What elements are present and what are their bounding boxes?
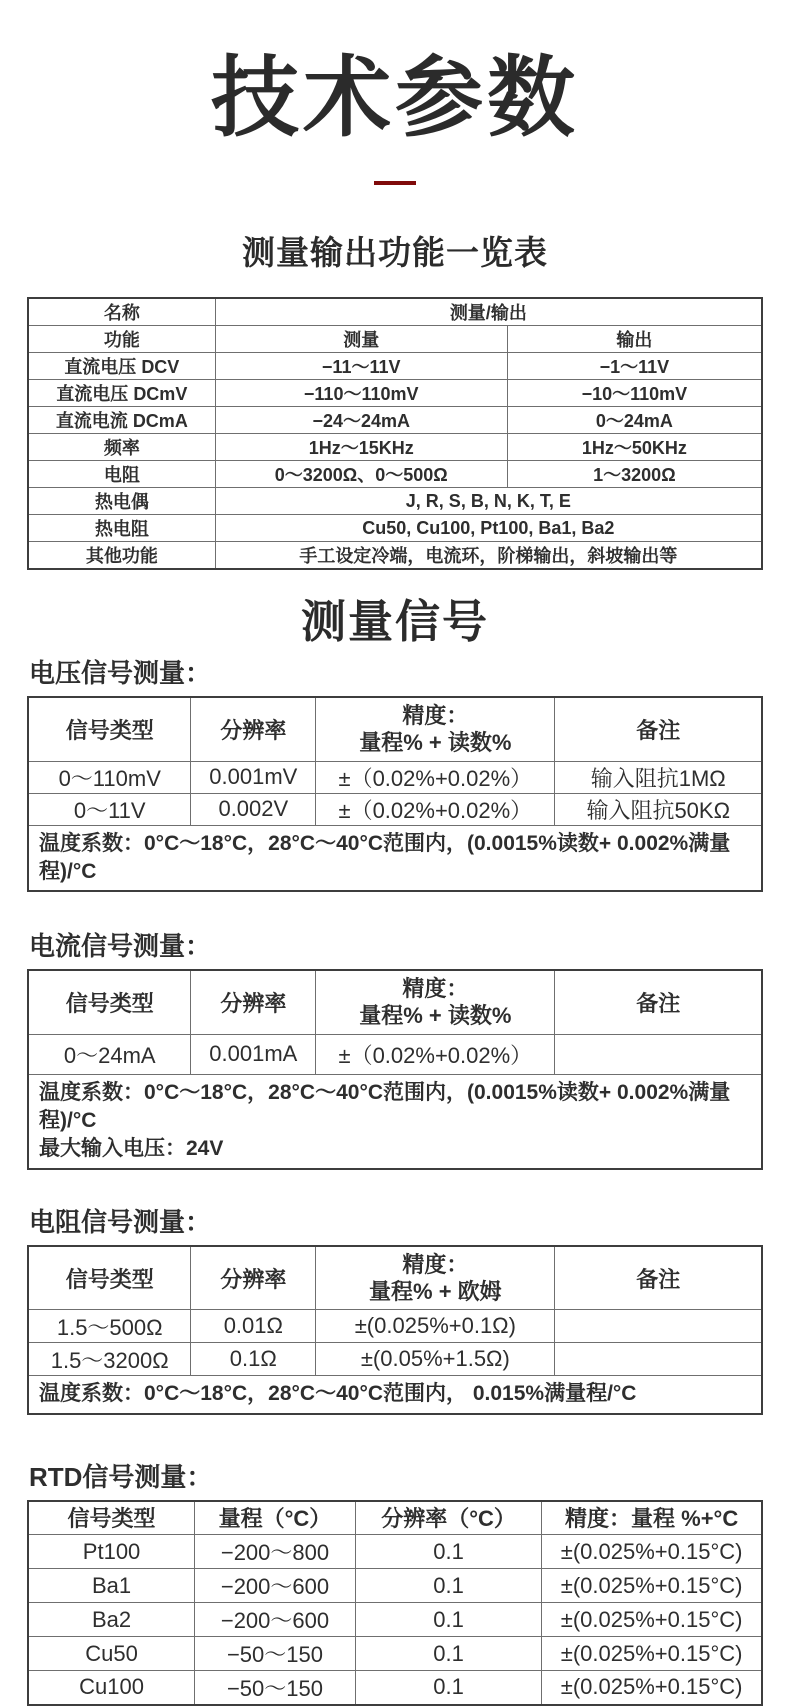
table-row — [28, 434, 762, 461]
table-header-row — [28, 697, 762, 761]
precision-cell: ±(0.025%+0.1Ω) — [316, 1310, 555, 1343]
header-cell-signal-type: 信号类型 — [28, 1246, 191, 1310]
measure-value: −110～110mV — [215, 380, 507, 407]
table-row — [28, 761, 762, 793]
table-footer-row — [28, 825, 762, 891]
current-section — [27, 926, 763, 1170]
voltage-section-label: 电压信号测量： — [29, 658, 212, 689]
signal-type-cell: 1.5～500Ω — [28, 1310, 191, 1343]
signal-type-cell: 0～110mV — [28, 761, 191, 793]
precision-cell: ±（0.02%+0.02%） — [316, 761, 555, 793]
signal-section-heading: 测量信号 — [300, 596, 489, 648]
header-cell-precision — [316, 697, 555, 761]
precision-cell: ±(0.025%+0.15°C) — [542, 1535, 762, 1569]
header-cell-resolution: 分辨率 — [191, 1246, 316, 1310]
current-table-notes — [28, 1074, 762, 1169]
table-footer-row — [28, 1376, 762, 1414]
resolution-cell: 0.01Ω — [191, 1310, 316, 1343]
table-row — [28, 1637, 762, 1671]
row-label: 直流电压 DCmV — [28, 380, 215, 407]
measure-value: −11～11V — [215, 353, 507, 380]
resolution-cell: 0.1 — [355, 1603, 541, 1637]
table-row — [28, 1310, 762, 1343]
signal-type-cell: Pt100 — [28, 1535, 195, 1569]
temp-coefficient-note: 温度系数：0°C～18°C，28°C～40°C范围内，(0.0015%读数+ 0.002%满量程)/°C — [28, 825, 762, 891]
resolution-cell: 0.1 — [355, 1637, 541, 1671]
table-row — [28, 1671, 762, 1705]
measure-value: 1Hz～15KHz — [215, 434, 507, 461]
row-label: 频率 — [28, 434, 215, 461]
precision-title: 精度： — [402, 1251, 469, 1277]
title-divider — [374, 181, 416, 185]
precision-cell: ±(0.05%+1.5Ω) — [316, 1343, 555, 1376]
remark-cell — [555, 1310, 762, 1343]
overview-table — [27, 297, 763, 570]
row-value: 手工设定冷端，电流环，阶梯输出，斜坡输出等 — [215, 542, 762, 570]
resolution-cell: 0.1 — [355, 1569, 541, 1603]
row-label: 直流电流 DCmA — [28, 407, 215, 434]
resolution-cell: 0.001mV — [191, 761, 316, 793]
remark-cell — [555, 1034, 762, 1074]
table-row — [28, 1569, 762, 1603]
precision-subtitle: 量程% + 读数% — [359, 730, 512, 756]
range-cell: −50～150 — [195, 1671, 356, 1705]
precision-subtitle: 量程% + 读数% — [359, 1003, 512, 1029]
row-value: Cu50, Cu100, Pt100, Ba1, Ba2 — [215, 515, 762, 542]
header-cell-range: 量程（°C） — [195, 1501, 356, 1535]
resistance-section-label: 电阻信号测量： — [29, 1206, 212, 1237]
output-value: 1～3200Ω — [507, 461, 762, 488]
overview-heading: 测量输出功能一览表 — [242, 234, 548, 272]
row-label: 其他功能 — [28, 542, 215, 570]
resolution-cell: 0.1Ω — [191, 1343, 316, 1376]
signal-type-cell: 1.5～3200Ω — [28, 1343, 191, 1376]
signal-type-cell: Cu100 — [28, 1671, 195, 1705]
output-value: 0～24mA — [507, 407, 762, 434]
signal-type-cell: 0～11V — [28, 793, 191, 825]
header-cell-signal-type: 信号类型 — [28, 697, 191, 761]
table-row — [28, 515, 762, 542]
header-cell-remark: 备注 — [555, 1246, 762, 1310]
spec-page — [0, 50, 790, 1706]
output-value: 1Hz～50KHz — [507, 434, 762, 461]
header-cell-resolution: 分辨率 — [191, 697, 316, 761]
table-row — [28, 1343, 762, 1376]
precision-title: 精度： — [402, 702, 469, 728]
row-label: 热电偶 — [28, 488, 215, 515]
current-table — [27, 969, 763, 1170]
row-label: 热电阻 — [28, 515, 215, 542]
table-header-row — [28, 1501, 762, 1535]
table-row — [28, 1535, 762, 1569]
rtd-section — [27, 1457, 763, 1706]
table-header-row — [28, 1246, 762, 1310]
signal-type-cell: Cu50 — [28, 1637, 195, 1671]
rtd-table — [27, 1500, 763, 1706]
resolution-cell: 0.1 — [355, 1671, 541, 1705]
table-row — [28, 298, 762, 326]
resistance-table — [27, 1245, 763, 1415]
range-cell: −200～600 — [195, 1603, 356, 1637]
resistance-section — [27, 1202, 763, 1415]
precision-cell: ±（0.02%+0.02%） — [316, 793, 555, 825]
range-cell: −200～800 — [195, 1535, 356, 1569]
row-label: 直流电压 DCV — [28, 353, 215, 380]
temp-coefficient-note: 温度系数：0°C～18°C，28°C～40°C范围内，(0.0015%读数+ 0.002%满量程)/°C — [39, 1080, 731, 1133]
remark-cell — [555, 1343, 762, 1376]
voltage-section — [27, 653, 763, 892]
table-row — [28, 380, 762, 407]
precision-subtitle: 量程% + 欧姆 — [369, 1279, 502, 1304]
temp-coefficient-note: 温度系数：0°C～18°C，28°C～40°C范围内， 0.015%满量程/°C — [28, 1376, 762, 1414]
table-row — [28, 1603, 762, 1637]
row-label: 电阻 — [28, 461, 215, 488]
row-value: J, R, S, B, N, K, T, E — [215, 488, 762, 515]
row-value: 测量/输出 — [215, 298, 762, 326]
precision-cell: ±(0.025%+0.15°C) — [542, 1637, 762, 1671]
header-cell-signal-type: 信号类型 — [28, 970, 191, 1034]
remark-cell: 输入阻抗50KΩ — [555, 793, 762, 825]
table-row — [28, 542, 762, 570]
range-cell: −200～600 — [195, 1569, 356, 1603]
signal-type-cell: 0～24mA — [28, 1034, 191, 1074]
resolution-cell: 0.1 — [355, 1535, 541, 1569]
table-row — [28, 353, 762, 380]
resolution-cell: 0.002V — [191, 793, 316, 825]
precision-cell: ±（0.02%+0.02%） — [316, 1034, 555, 1074]
precision-title: 精度： — [402, 975, 469, 1001]
rtd-section-label: RTD信号测量： — [29, 1461, 213, 1492]
resolution-cell: 0.001mA — [191, 1034, 316, 1074]
current-section-label: 电流信号测量： — [29, 931, 212, 962]
header-cell-remark: 备注 — [555, 697, 762, 761]
output-value: 输出 — [507, 326, 762, 353]
table-footer-row — [28, 1074, 762, 1169]
table-row — [28, 407, 762, 434]
table-row — [28, 461, 762, 488]
measure-value: 测量 — [215, 326, 507, 353]
header-cell-resolution: 分辨率（°C） — [355, 1501, 541, 1535]
table-row — [28, 1034, 762, 1074]
precision-cell: ±(0.025%+0.15°C) — [542, 1603, 762, 1637]
remark-cell: 输入阻抗1MΩ — [555, 761, 762, 793]
header-cell-precision — [316, 1246, 555, 1310]
measure-value: 0～3200Ω、0～500Ω — [215, 461, 507, 488]
max-input-voltage-note: 最大输入电压：24V — [39, 1137, 224, 1161]
measure-value: −24～24mA — [215, 407, 507, 434]
page-title: 技术参数 — [210, 48, 579, 147]
precision-cell: ±(0.025%+0.15°C) — [542, 1671, 762, 1705]
table-row — [28, 488, 762, 515]
table-header-row — [28, 970, 762, 1034]
precision-cell: ±(0.025%+0.15°C) — [542, 1569, 762, 1603]
header-cell-signal-type: 信号类型 — [28, 1501, 195, 1535]
output-value: −1～11V — [507, 353, 762, 380]
header-cell-precision: 精度：量程 %+°C — [542, 1501, 762, 1535]
header-cell-precision — [316, 970, 555, 1034]
output-value: −10～110mV — [507, 380, 762, 407]
table-row — [28, 326, 762, 353]
range-cell: −50～150 — [195, 1637, 356, 1671]
signal-type-cell: Ba2 — [28, 1603, 195, 1637]
header-cell-remark: 备注 — [555, 970, 762, 1034]
table-row — [28, 793, 762, 825]
row-label: 功能 — [28, 326, 215, 353]
signal-type-cell: Ba1 — [28, 1569, 195, 1603]
voltage-table — [27, 696, 763, 892]
header-cell-resolution: 分辨率 — [191, 970, 316, 1034]
row-label: 名称 — [28, 298, 215, 326]
